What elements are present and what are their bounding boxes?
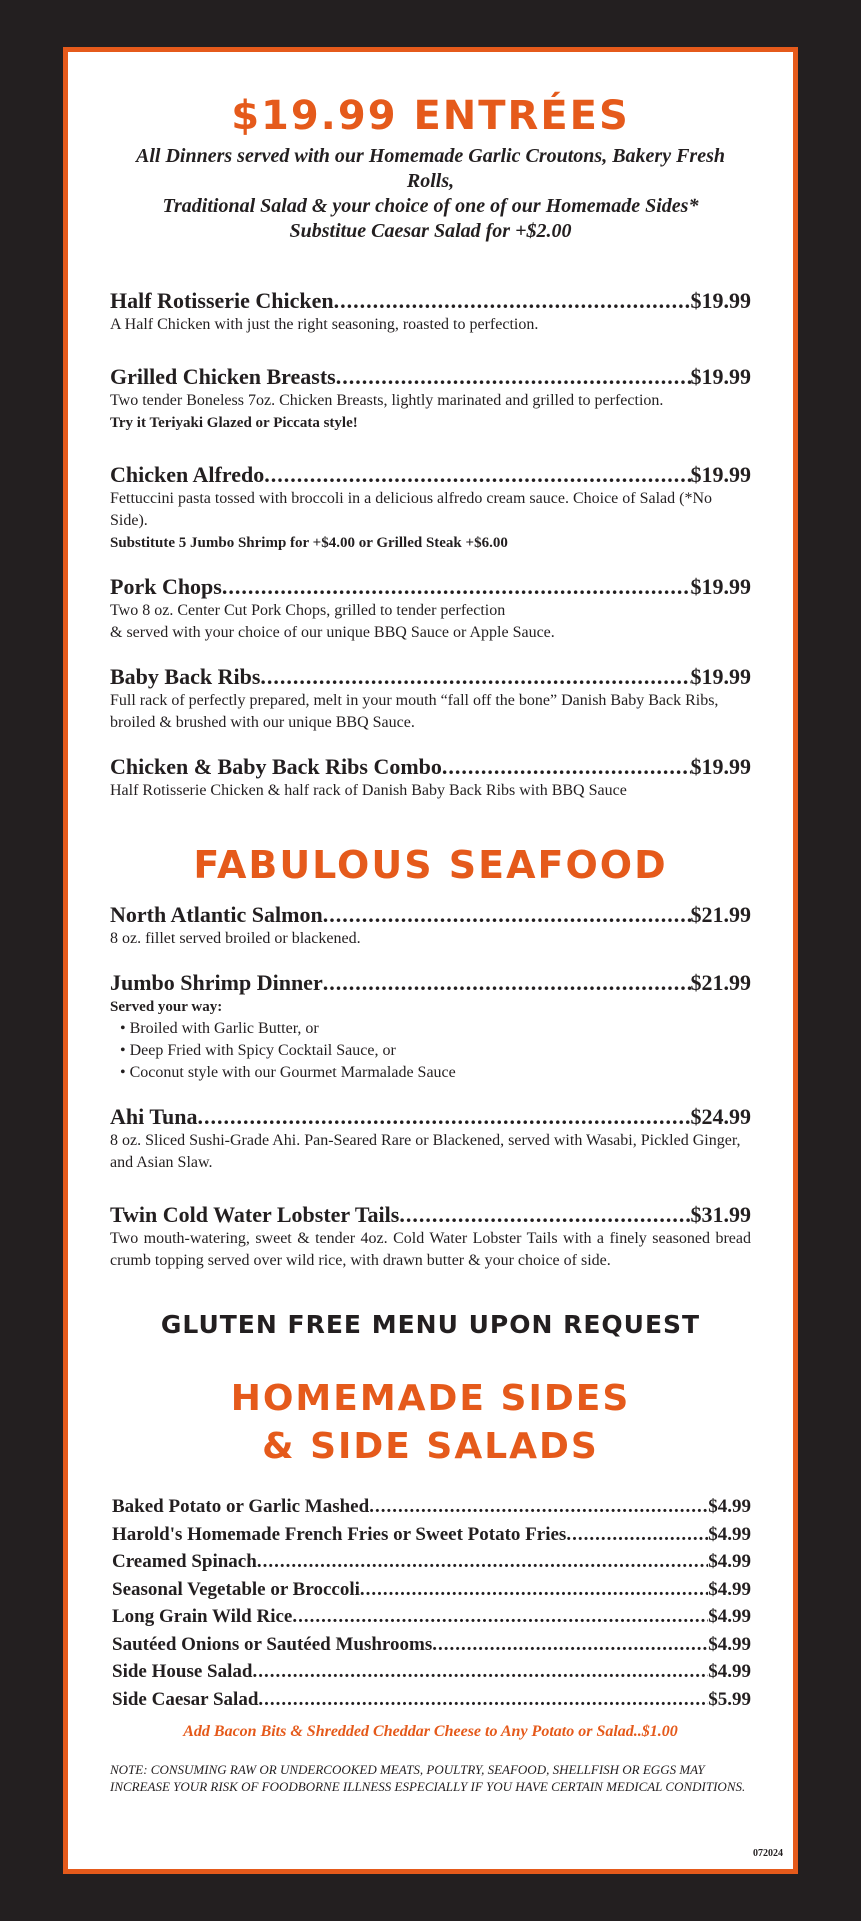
side-price: $5.99	[708, 1688, 751, 1710]
side-name: Side Caesar Salad	[112, 1688, 259, 1710]
menu-panel	[68, 52, 793, 1869]
side-name: Seasonal Vegetable or Broccoli	[112, 1578, 360, 1600]
entrees-list	[110, 288, 751, 802]
menu-item	[110, 288, 751, 336]
seafood-title: FABULOUS SEAFOOD	[193, 843, 668, 887]
sides-list	[110, 1493, 751, 1713]
item-price: $21.99	[690, 902, 751, 927]
menu-item	[110, 574, 751, 644]
item-name: North Atlantic Salmon	[110, 902, 323, 927]
item-name: Chicken Alfredo	[110, 462, 265, 487]
item-name: Baby Back Ribs	[110, 664, 261, 689]
side-item	[112, 1658, 751, 1686]
item-note: Try it Teriyaki Glazed or Piccata style!	[110, 415, 358, 431]
side-item	[112, 1521, 751, 1549]
item-description: 8 oz. Sliced Sushi-Grade Ahi. Pan-Seared Rare or Blackened, served with Wasabi, Pickled Ginger, and Asian Slaw.	[110, 1132, 741, 1171]
side-item	[112, 1576, 751, 1604]
item-name: Grilled Chicken Breasts	[110, 364, 336, 389]
menu-item	[110, 1202, 751, 1272]
menu-item	[110, 902, 751, 950]
item-name: Ahi Tuna	[110, 1104, 198, 1129]
side-price: $4.99	[708, 1633, 751, 1655]
side-price: $4.99	[708, 1661, 751, 1682]
entrees-title: $19.99 ENTRÉES	[231, 93, 630, 139]
item-note: Served your way:	[110, 999, 223, 1015]
entrees-subtitle	[110, 144, 751, 244]
side-name: Sautéed Onions or Sautéed Mushrooms	[112, 1633, 433, 1655]
subtitle-line: All Dinners served with our Homemade Garlic Croutons, Bakery Fresh Rolls,	[136, 145, 725, 192]
side-price: $4.99	[708, 1496, 751, 1517]
seafood-list	[110, 902, 751, 1272]
sides-title-line: HOMEMADE SIDES	[230, 1378, 631, 1419]
shrimp-option: • Coconut style with our Gourmet Marmalade Sauce	[120, 1062, 751, 1084]
side-item	[112, 1603, 751, 1631]
side-name: Side House Salad	[112, 1661, 253, 1682]
food-safety-warning: NOTE: CONSUMING RAW OR UNDERCOOKED MEATS, POULTRY, SEAFOOD, SHELLFISH OR EGGS MAY INCREASE YOUR RISK OF FOODBORNE ILLNESS ESPECIALLY IF YOU HAVE CERTAIN MEDICAL CONDITIONS.	[110, 1762, 746, 1794]
item-name: Jumbo Shrimp Dinner	[110, 970, 323, 995]
subtitle-line: Traditional Salad & your choice of one of our Homemade Sides*	[162, 195, 699, 217]
side-item	[112, 1493, 751, 1521]
menu-item	[110, 664, 751, 734]
item-price: $19.99	[690, 574, 751, 599]
side-name: Baked Potato or Garlic Mashed	[112, 1496, 370, 1517]
item-price: $21.99	[690, 970, 751, 995]
item-description: A Half Chicken with just the right seasoning, roasted to perfection.	[110, 316, 539, 333]
shrimp-option: • Deep Fried with Spicy Cocktail Sauce, or	[120, 1040, 751, 1062]
item-name: Pork Chops	[110, 574, 222, 599]
item-price: $19.99	[690, 288, 751, 313]
menu-code: 072024	[753, 1848, 783, 1859]
side-item	[112, 1686, 751, 1714]
menu-item	[110, 970, 751, 1084]
item-description: Two 8 oz. Center Cut Pork Chops, grilled to tender perfection	[110, 602, 506, 619]
item-description: Full rack of perfectly prepared, melt in your mouth “fall off the bone” Danish Baby Back Ribs, broiled & brushed with our unique BBQ Sauce.	[110, 692, 719, 731]
item-price: $31.99	[690, 1202, 751, 1227]
sides-title	[110, 1375, 751, 1471]
item-price: $24.99	[690, 1104, 751, 1129]
item-price: $19.99	[690, 462, 751, 487]
menu-item	[110, 754, 751, 802]
menu-content	[110, 52, 751, 1795]
side-price: $4.99	[708, 1551, 751, 1572]
item-note: Substitute 5 Jumbo Shrimp for +$4.00 or Grilled Steak +$6.00	[110, 535, 508, 551]
item-price: $19.99	[690, 364, 751, 389]
item-description: Two mouth-watering, sweet & tender 4oz. Cold Water Lobster Tails with a finely seasoned bread crumb topping served over wild rice, with drawn butter & your choice of side.	[110, 1230, 751, 1269]
sides-title-line: & SIDE SALADS	[262, 1426, 599, 1467]
item-price: $19.99	[690, 664, 751, 689]
side-item	[112, 1631, 751, 1659]
item-price: $19.99	[690, 754, 751, 779]
side-price: $4.99	[708, 1606, 751, 1627]
side-item	[112, 1548, 751, 1576]
item-name: Chicken & Baby Back Ribs Combo	[110, 754, 442, 779]
item-name: Half Rotisserie Chicken	[110, 288, 334, 313]
shrimp-options	[110, 1018, 751, 1084]
menu-frame	[63, 47, 798, 1874]
menu-item	[110, 364, 751, 434]
side-price: $4.99	[708, 1523, 751, 1545]
menu-item	[110, 1104, 751, 1174]
side-price: $4.99	[708, 1578, 751, 1600]
subtitle-line: Substitue Caesar Salad for +$2.00	[289, 220, 572, 242]
side-name: Creamed Spinach	[112, 1551, 257, 1572]
item-description: Fettuccini pasta tossed with broccoli in a delicious alfredo cream sauce. Choice of Salad (*No Side).	[110, 490, 713, 529]
item-description: Two tender Boneless 7oz. Chicken Breasts, lightly marinated and grilled to perfection.	[110, 392, 664, 409]
item-description: Half Rotisserie Chicken & half rack of Danish Baby Back Ribs with BBQ Sauce	[110, 782, 627, 799]
side-name: Long Grain Wild Rice	[112, 1606, 293, 1627]
menu-item	[110, 462, 751, 554]
item-name: Twin Cold Water Lobster Tails	[110, 1202, 400, 1227]
item-description: 8 oz. fillet served broiled or blackened.	[110, 930, 361, 947]
gluten-free-notice: GLUTEN FREE MENU UPON REQUEST	[160, 1310, 701, 1339]
item-description: & served with your choice of our unique BBQ Sauce or Apple Sauce.	[110, 624, 555, 641]
addon-offer: Add Bacon Bits & Shredded Cheddar Cheese to Any Potato or Salad..$1.00	[183, 1723, 678, 1740]
shrimp-option: • Broiled with Garlic Butter, or	[120, 1018, 751, 1040]
side-name: Harold's Homemade French Fries or Sweet Potato Fries	[112, 1523, 567, 1545]
